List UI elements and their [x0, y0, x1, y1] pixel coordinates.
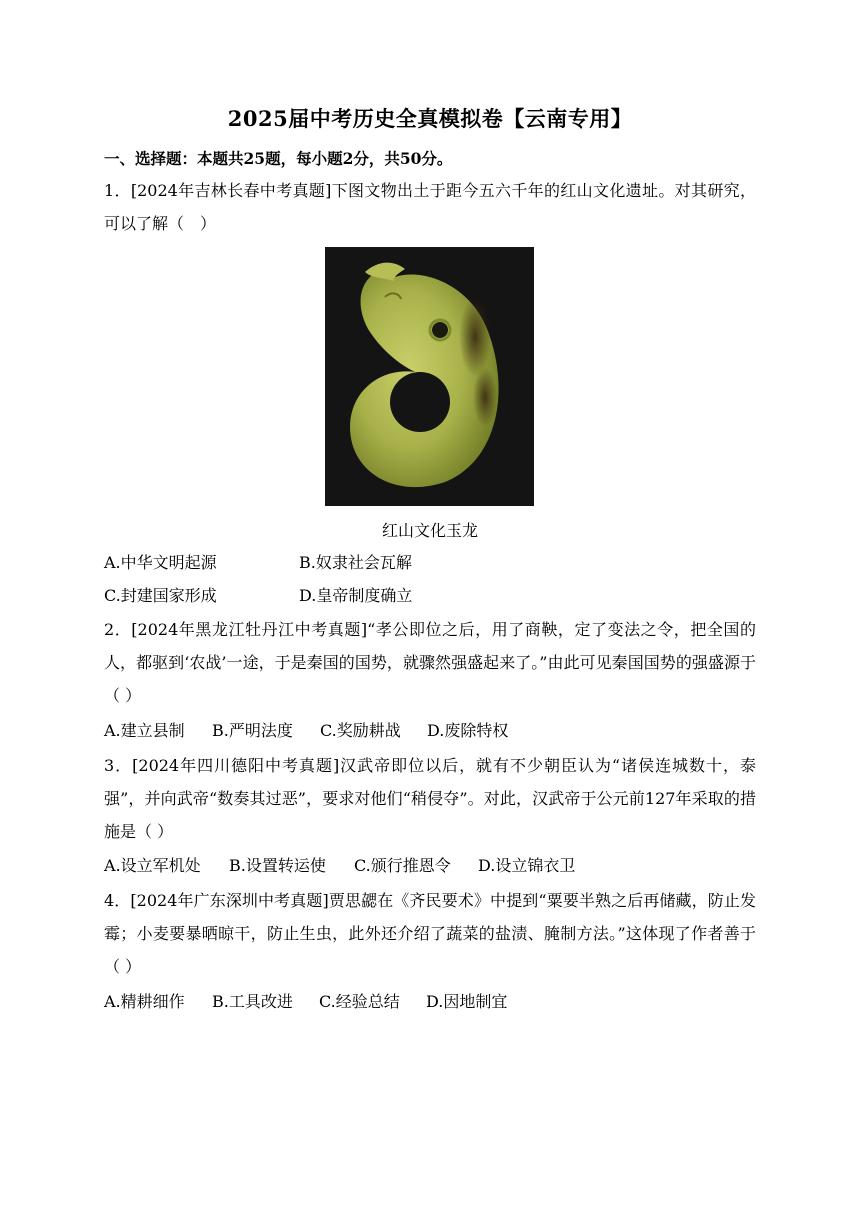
option-c[interactable]: C.奖励耕战 — [320, 721, 401, 740]
option-a[interactable]: A.中华文明起源 — [104, 553, 217, 572]
question-3-options — [104, 855, 575, 877]
option-a[interactable]: A.精耕细作 — [104, 992, 185, 1011]
question-3-stem: 3．[2024年四川德阳中考真题]汉武帝即位以后，就有不少朝臣认为“诸侯连城数十，泰强”，并向武帝“数奏其过恶”，要求对他们“稍侵夺”。对此，汉武帝于公元前127年采取的措施是（ ） — [104, 756, 756, 841]
question-2-options — [104, 720, 508, 742]
option-b[interactable]: B.奴隶社会瓦解 — [299, 553, 412, 572]
question-1-options-row-1 — [104, 552, 412, 574]
page-title: 2025届中考历史全真模拟卷【云南专用】 — [227, 106, 633, 131]
option-d[interactable]: D.废除特权 — [427, 721, 509, 740]
option-b[interactable]: B.严明法度 — [212, 721, 293, 740]
question-1-stem: 1．[2024年吉林长春中考真题]下图文物出土于距今五六千年的红山文化遗址。对其研究，可以了解（ ） — [104, 181, 756, 233]
option-b[interactable]: B.设置转运使 — [229, 856, 326, 875]
option-d[interactable]: D.皇帝制度确立 — [299, 586, 413, 605]
question-2-stem: 2．[2024年黑龙江牡丹江中考真题]“孝公即位之后，用了商鞅，定了变法之令，把全国的人，都驱到‘农战’一途，于是秦国的国势，就骤然强盛起来了。”由此可见秦国国势的强盛源于（ ） — [104, 620, 756, 705]
question-4-stem: 4．[2024年广东深圳中考真题]贾思勰在《齐民要术》中提到“粟要半熟之后再储藏，防止发霉；小麦要暴晒晾干，防止生虫，此外还介绍了蔬菜的盐渍、腌制方法。”这体现了作者善于（ ） — [104, 891, 756, 976]
option-d[interactable]: D.因地制宜 — [426, 992, 508, 1011]
option-c[interactable]: C.颁行推恩令 — [354, 856, 451, 875]
jade-dragon-photo — [325, 247, 534, 506]
question-4-options — [104, 991, 507, 1013]
option-a[interactable]: A.设立军机处 — [104, 856, 201, 875]
option-d[interactable]: D.设立锦衣卫 — [478, 856, 576, 875]
option-a[interactable]: A.建立县制 — [104, 721, 185, 740]
option-c[interactable]: C.封建国家形成 — [104, 586, 217, 605]
question-1-options-row-2 — [104, 585, 412, 607]
figure-caption: 红山文化玉龙 — [381, 521, 478, 540]
option-c[interactable]: C.经验总结 — [319, 992, 400, 1011]
option-b[interactable]: B.工具改进 — [212, 992, 293, 1011]
section-heading: 一、选择题：本题共25题，每小题2分，共50分。 — [104, 149, 453, 168]
jade-dragon-image — [325, 247, 534, 506]
